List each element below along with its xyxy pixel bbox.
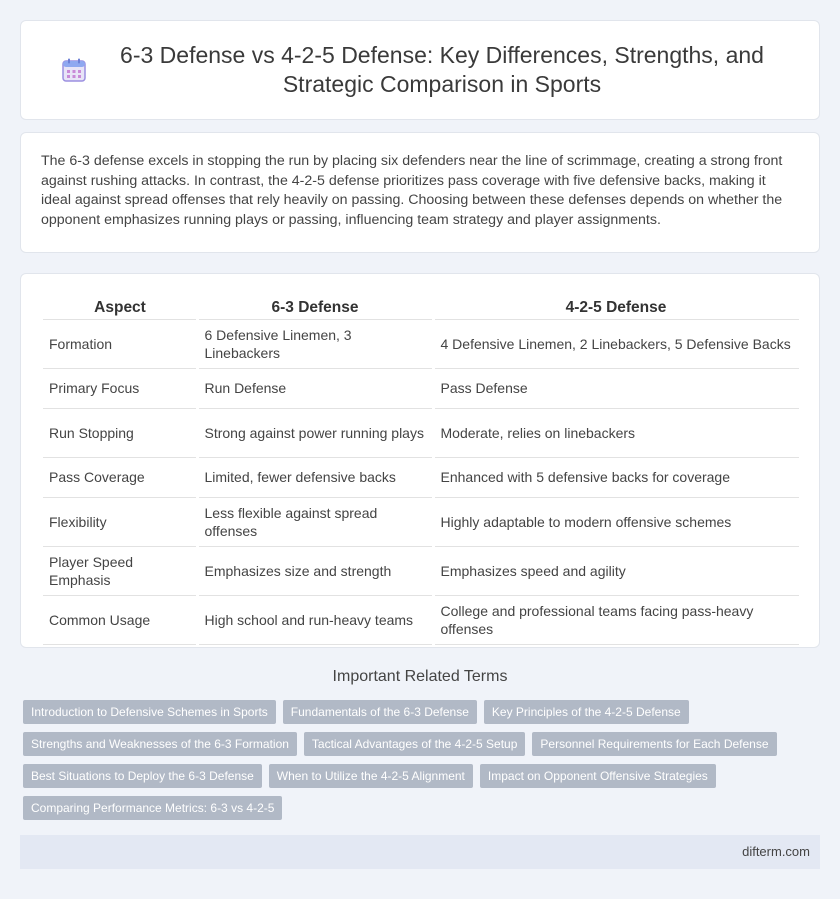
table-cell: Pass Coverage	[43, 457, 197, 497]
table-cell: Formation	[43, 319, 197, 368]
table-cell: Common Usage	[43, 595, 197, 644]
table-cell: College and professional teams facing pass-heavy offenses	[433, 595, 799, 644]
calendar-icon	[61, 57, 87, 83]
table-cell: Less flexible against spread offenses	[197, 497, 433, 546]
column-header-6-3: 6-3 Defense	[197, 294, 433, 319]
table-cell: Primary Focus	[43, 368, 197, 408]
table-cell: 6 Defensive Linemen, 3 Linebackers	[197, 319, 433, 368]
comparison-table-card	[20, 273, 820, 648]
footer	[20, 835, 820, 869]
table-cell: Run Defense	[197, 368, 433, 408]
footer-site-name[interactable]: difterm.com	[742, 844, 810, 859]
related-term-link[interactable]: Comparing Performance Metrics: 6-3 vs 4-2-5	[23, 796, 282, 820]
table-cell: Strong against power running plays	[197, 408, 433, 457]
table-cell: Flexibility	[43, 497, 197, 546]
table-row	[43, 595, 799, 644]
related-terms-title: Important Related Terms	[332, 668, 508, 685]
related-term-link[interactable]: When to Utilize the 4-2-5 Alignment	[269, 764, 473, 788]
column-header-4-2-5: 4-2-5 Defense	[433, 294, 799, 319]
table-row	[43, 368, 799, 408]
table-cell: Highly adaptable to modern offensive schemes	[433, 497, 799, 546]
column-header-aspect: Aspect	[43, 294, 197, 319]
related-term-link[interactable]: Tactical Advantages of the 4-2-5 Setup	[304, 732, 525, 756]
table-cell: Emphasizes speed and agility	[433, 546, 799, 595]
table-cell: Limited, fewer defensive backs	[197, 457, 433, 497]
table-cell: Moderate, relies on linebackers	[433, 408, 799, 457]
table-cell: Enhanced with 5 defensive backs for coverage	[433, 457, 799, 497]
related-term-link[interactable]: Strengths and Weaknesses of the 6-3 Formation	[23, 732, 297, 756]
related-term-link[interactable]: Impact on Opponent Offensive Strategies	[480, 764, 716, 788]
summary-text: The 6-3 defense excels in stopping the run by placing six defenders near the line of scrimmage, creating a strong front against rushing attacks. In contrast, the 4-2-5 defense prioritizes pass coverage with five defensive backs, making it ideal against spread offenses that rely heavily on passing. Choosing between these defenses depends on whether the opponent emphasizes running plays or passing, influencing team strategy and player assignments.	[41, 153, 783, 228]
table-row	[43, 408, 799, 457]
comparison-table	[43, 294, 799, 645]
related-term-link[interactable]: Personnel Requirements for Each Defense	[532, 732, 776, 756]
table-row	[43, 319, 799, 368]
table-cell: Player Speed Emphasis	[43, 546, 197, 595]
table-cell: Emphasizes size and strength	[197, 546, 433, 595]
table-cell: High school and run-heavy teams	[197, 595, 433, 644]
related-terms-tags	[23, 700, 818, 820]
table-header-row	[43, 294, 799, 319]
page-title: 6-3 Defense vs 4-2-5 Defense: Key Differences, Strengths, and Strategic Comparison in Sports	[120, 42, 764, 97]
table-row	[43, 497, 799, 546]
related-term-link[interactable]: Fundamentals of the 6-3 Defense	[283, 700, 477, 724]
related-term-link[interactable]: Key Principles of the 4-2-5 Defense	[484, 700, 689, 724]
related-term-link[interactable]: Introduction to Defensive Schemes in Sports	[23, 700, 276, 724]
table-row	[43, 457, 799, 497]
summary-card	[20, 132, 820, 253]
table-cell: 4 Defensive Linemen, 2 Linebackers, 5 Defensive Backs	[433, 319, 799, 368]
related-term-link[interactable]: Best Situations to Deploy the 6-3 Defense	[23, 764, 262, 788]
table-cell: Run Stopping	[43, 408, 197, 457]
table-row	[43, 546, 799, 595]
table-cell: Pass Defense	[433, 368, 799, 408]
header-card	[20, 20, 820, 120]
